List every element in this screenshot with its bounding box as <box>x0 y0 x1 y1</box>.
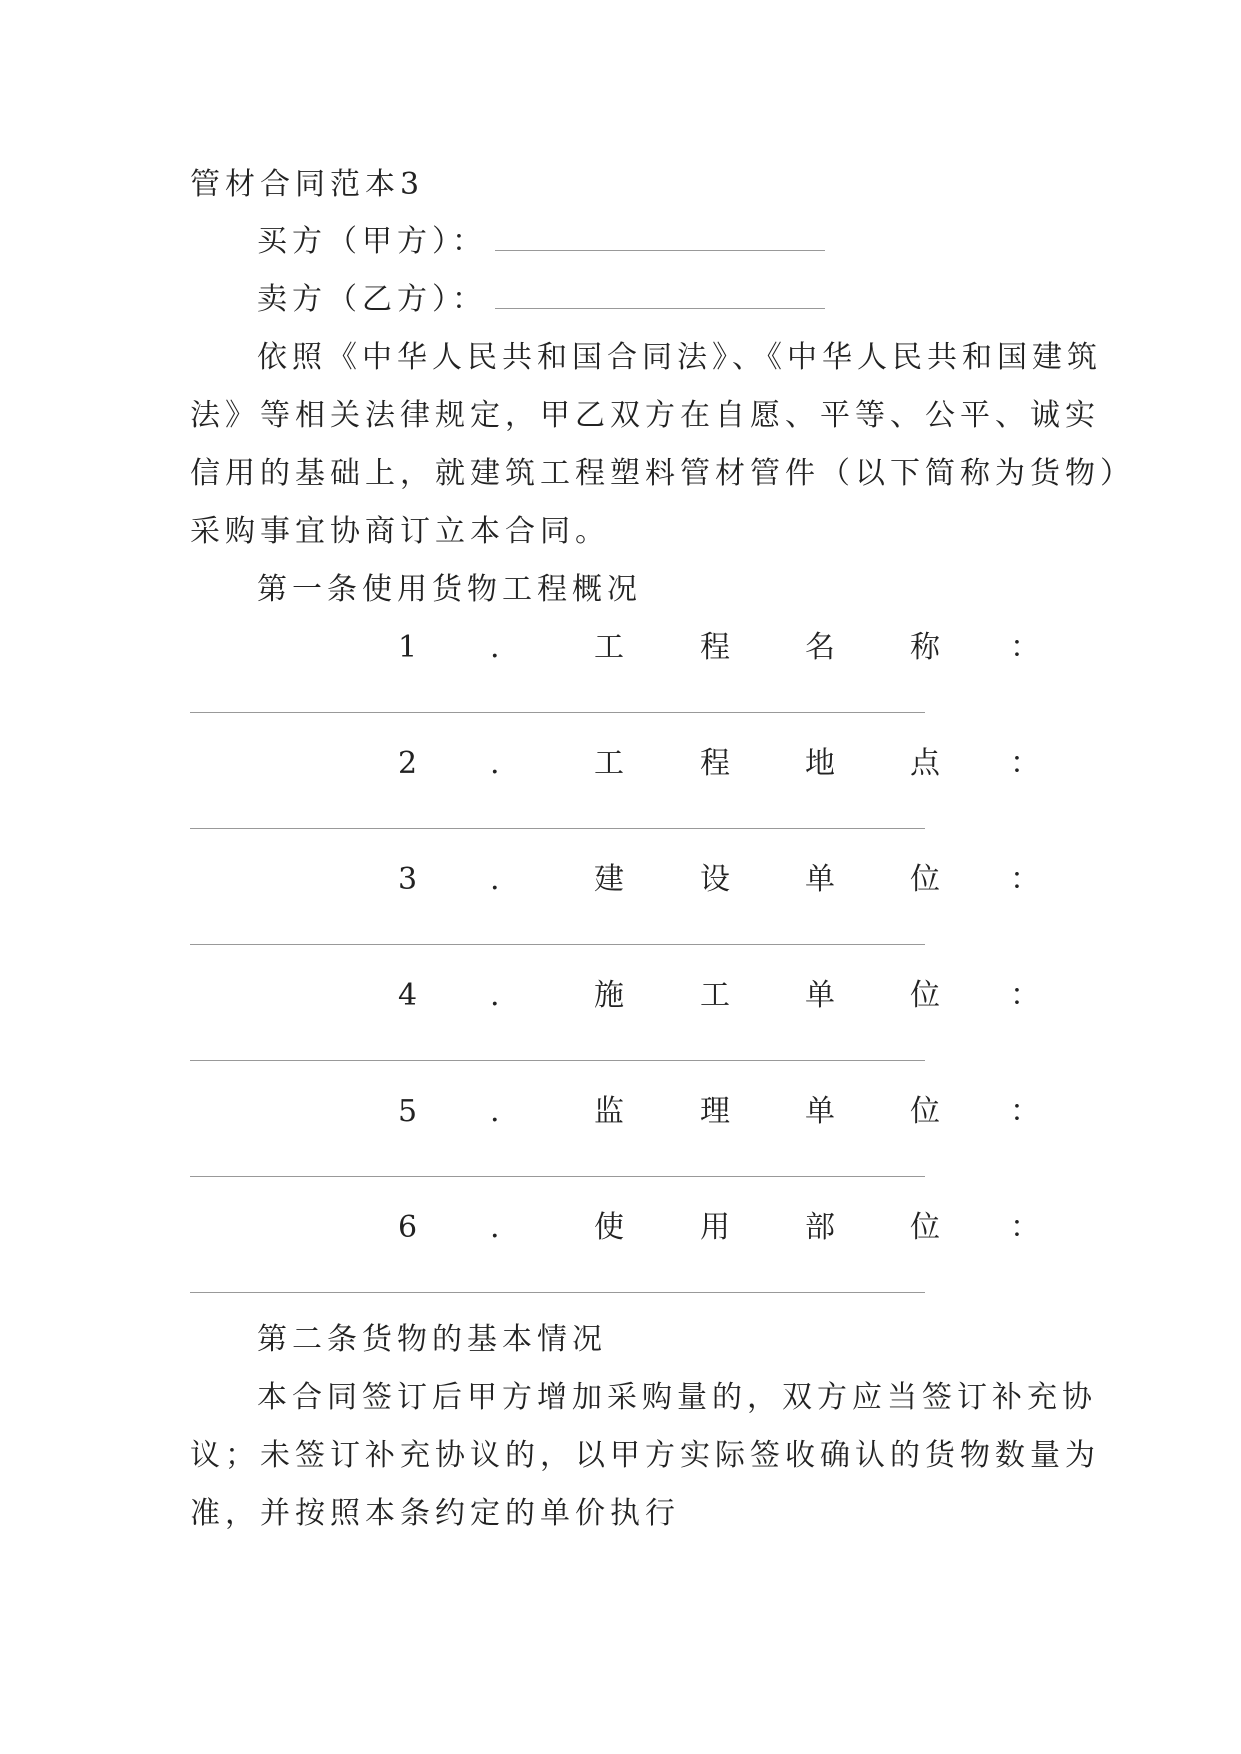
item-label-char: 程 <box>700 746 730 781</box>
article2-title: 第二条货物的基本情况 <box>257 1322 607 1357</box>
item-fill-line <box>190 712 925 713</box>
item-dot: . <box>490 630 500 665</box>
item-label-char: 工 <box>594 746 624 781</box>
item-label-char: 部 <box>805 1210 835 1245</box>
item-label-char: 称 <box>910 630 940 665</box>
buyer-label: 买方（甲方）： <box>257 224 487 259</box>
item-label-char: 程 <box>700 630 730 665</box>
item-fill-line <box>190 1060 925 1061</box>
item-number: 3 <box>398 862 418 897</box>
item-label-char: 施 <box>594 978 624 1013</box>
item-fill-line <box>190 1176 925 1177</box>
item-fill-line <box>190 1292 925 1293</box>
preamble-line: 依照《中华人民共和国合同法》、《中华人民共和国建筑 <box>257 340 1102 375</box>
article1-title: 第一条使用货物工程概况 <box>257 572 642 607</box>
item-colon: ： <box>1010 862 1040 897</box>
item-label-char: 使 <box>594 1210 624 1245</box>
buyer-blank <box>495 249 825 251</box>
item-label-char: 位 <box>910 1094 940 1129</box>
item-number: 2 <box>398 746 418 781</box>
seller-label: 卖方（乙方）： <box>257 282 487 317</box>
item-fill-line <box>190 944 925 945</box>
item-label-char: 位 <box>910 1210 940 1245</box>
article2-line: 准，并按照本条约定的单价执行 <box>190 1496 680 1531</box>
item-label-char: 用 <box>700 1210 730 1245</box>
item-label-char: 单 <box>805 862 835 897</box>
item-fill-line <box>190 828 925 829</box>
item-row <box>0 1208 1241 1248</box>
item-label-char: 工 <box>700 978 730 1013</box>
item-number: 1 <box>398 630 418 665</box>
item-label-char: 监 <box>594 1094 624 1129</box>
article2-line: 议；未签订补充协议的，以甲方实际签收确认的货物数量为 <box>190 1438 1100 1473</box>
item-label-char: 地 <box>805 746 835 781</box>
item-label-char: 单 <box>805 1094 835 1129</box>
seller-blank <box>495 307 825 309</box>
item-label-char: 理 <box>700 1094 730 1129</box>
item-number: 6 <box>398 1210 418 1245</box>
item-colon: ： <box>1010 978 1040 1013</box>
document-title: 管材合同范本3 <box>190 167 425 202</box>
item-dot: . <box>490 746 500 781</box>
item-row <box>0 628 1241 668</box>
item-label-char: 设 <box>700 862 730 897</box>
buyer-line <box>257 222 825 262</box>
item-colon: ： <box>1010 746 1040 781</box>
item-label-char: 名 <box>805 630 835 665</box>
item-row <box>0 860 1241 900</box>
preamble-line: 法》等相关法律规定，甲乙双方在自愿、平等、公平、诚实 <box>190 398 1100 433</box>
item-colon: ： <box>1010 630 1040 665</box>
preamble-line: 采购事宜协商订立本合同。 <box>190 514 610 549</box>
item-label-char: 位 <box>910 978 940 1013</box>
item-label-char: 建 <box>594 862 624 897</box>
item-label-char: 单 <box>805 978 835 1013</box>
item-number: 4 <box>398 978 418 1013</box>
item-colon: ： <box>1010 1094 1040 1129</box>
item-row <box>0 744 1241 784</box>
article2-line: 本合同签订后甲方增加采购量的，双方应当签订补充协 <box>257 1380 1097 1415</box>
preamble-line: 信用的基础上，就建筑工程塑料管材管件（以下简称为货物） <box>190 456 1135 491</box>
item-label-char: 位 <box>910 862 940 897</box>
item-label-char: 工 <box>594 630 624 665</box>
item-dot: . <box>490 978 500 1013</box>
seller-line <box>257 280 825 320</box>
item-dot: . <box>490 1210 500 1245</box>
item-dot: . <box>490 862 500 897</box>
item-row <box>0 1092 1241 1132</box>
item-row <box>0 976 1241 1016</box>
item-dot: . <box>490 1094 500 1129</box>
item-number: 5 <box>398 1094 418 1129</box>
item-label-char: 点 <box>910 746 940 781</box>
item-colon: ： <box>1010 1210 1040 1245</box>
